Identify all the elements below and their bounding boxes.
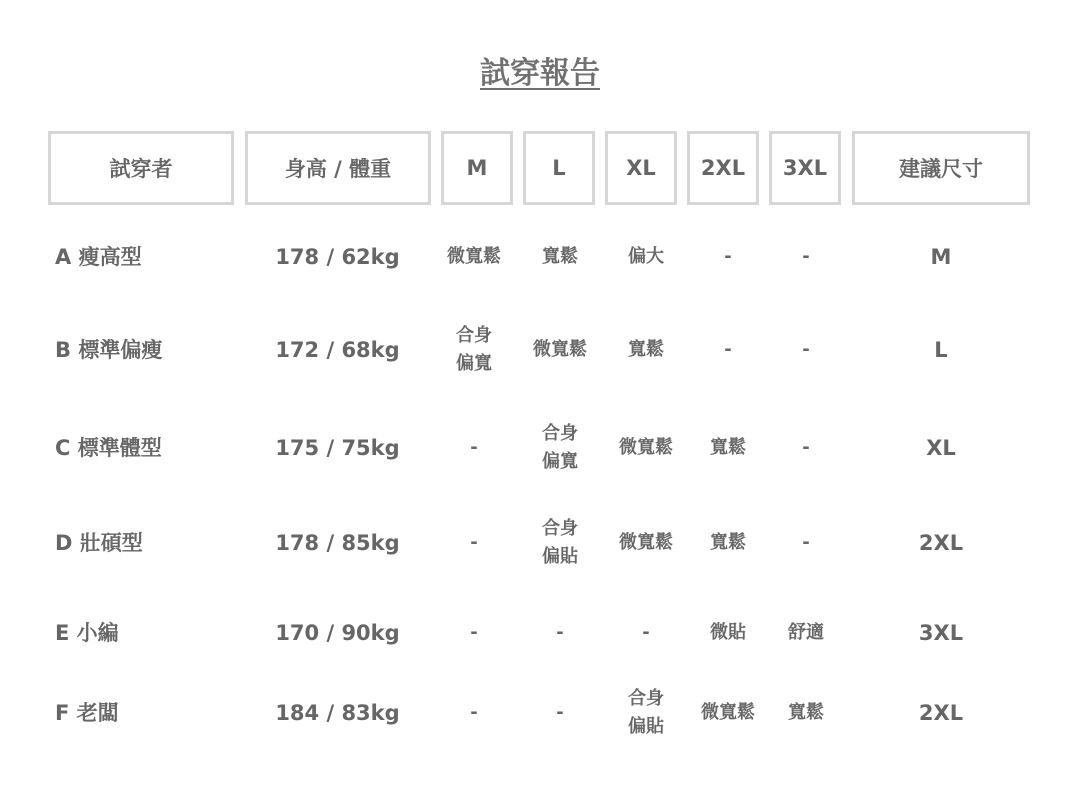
recommended-size: 2XL (918, 531, 964, 555)
fit-note: 合身 (628, 688, 664, 709)
fit-note: 偏貼 (542, 546, 578, 567)
size-2xl-result (688, 336, 768, 364)
size-xl-result (606, 685, 686, 741)
size-3xl-result (770, 529, 842, 557)
size-m-result (434, 529, 514, 557)
size-2xl-result (688, 699, 768, 727)
header-size-m: M (441, 131, 513, 205)
tester-name: F 老闆 (55, 701, 119, 725)
fit-note: 舒適 (788, 622, 824, 643)
height-weight: 178 / 85kg (275, 531, 400, 555)
height-weight: 184 / 83kg (275, 701, 400, 725)
fit-note: 寬鬆 (542, 246, 578, 267)
size-xl-result (606, 434, 686, 462)
fit-note: 寬鬆 (710, 437, 746, 458)
size-l-result (520, 420, 600, 476)
fit-note: 微寬鬆 (533, 339, 587, 360)
page-title (0, 48, 1080, 92)
fit-note: 微寬鬆 (701, 702, 755, 723)
fit-note: - (556, 622, 564, 643)
size-l-result (520, 619, 600, 647)
header-recommended-size: 建議尺寸 (852, 131, 1030, 205)
tester-name: E 小編 (55, 621, 119, 645)
header-height-weight: 身高 / 體重 (245, 131, 431, 205)
fit-note: 微寬鬆 (619, 532, 673, 553)
tester-name: D 壯碩型 (55, 531, 143, 555)
size-xl-result (606, 529, 686, 557)
fit-note: 微貼 (710, 622, 746, 643)
size-xl-result (606, 336, 686, 364)
header-size-xl: XL (605, 131, 677, 205)
size-3xl-result (770, 619, 842, 647)
recommended-size: 3XL (918, 621, 964, 645)
size-m-result (434, 322, 514, 378)
fit-note: 微寬鬆 (619, 437, 673, 458)
recommended-size: L (934, 338, 948, 362)
recommended-size: 2XL (918, 701, 964, 725)
size-2xl-result (688, 529, 768, 557)
header-size-2xl: 2XL (687, 131, 759, 205)
size-3xl-result (770, 699, 842, 727)
fit-note: 合身 (542, 518, 578, 539)
size-l-result (520, 243, 600, 271)
fit-note: - (724, 246, 732, 267)
fit-note: - (470, 532, 478, 553)
recommended-size: M (930, 245, 952, 269)
fit-note: 偏大 (628, 246, 664, 267)
size-2xl-result (688, 619, 768, 647)
fit-note: - (470, 702, 478, 723)
height-weight: 175 / 75kg (275, 436, 400, 460)
fit-note: - (802, 339, 810, 360)
size-m-result (434, 699, 514, 727)
tester-name: B 標準偏瘦 (55, 338, 163, 362)
fit-note: 合身 (456, 325, 492, 346)
fit-note: 合身 (542, 423, 578, 444)
size-3xl-result (770, 434, 842, 462)
fit-note: 寬鬆 (628, 339, 664, 360)
fit-note: - (556, 702, 564, 723)
fit-note: 偏寬 (456, 353, 492, 374)
recommended-size: XL (926, 436, 956, 460)
size-2xl-result (688, 434, 768, 462)
size-3xl-result (770, 336, 842, 364)
size-2xl-result (688, 243, 768, 271)
fit-note: - (642, 622, 650, 643)
size-l-result (520, 336, 600, 364)
fit-note: - (802, 532, 810, 553)
fit-note: 偏貼 (628, 716, 664, 737)
size-l-result (520, 699, 600, 727)
fit-note: - (470, 622, 478, 643)
fit-note: 微寬鬆 (447, 246, 501, 267)
size-m-result (434, 243, 514, 271)
height-weight: 172 / 68kg (275, 338, 400, 362)
header-size-3xl: 3XL (769, 131, 841, 205)
fit-note: 寬鬆 (788, 702, 824, 723)
size-3xl-result (770, 243, 842, 271)
fit-note: - (470, 437, 478, 458)
tester-name: A 瘦高型 (55, 245, 142, 269)
size-m-result (434, 619, 514, 647)
tester-name: C 標準體型 (55, 436, 162, 460)
size-xl-result (606, 619, 686, 647)
height-weight: 178 / 62kg (275, 245, 400, 269)
fit-note: - (802, 437, 810, 458)
fit-note: - (802, 246, 810, 267)
size-m-result (434, 434, 514, 462)
size-xl-result (606, 243, 686, 271)
fit-note: 寬鬆 (710, 532, 746, 553)
fit-note: - (724, 339, 732, 360)
header-tester: 試穿者 (48, 131, 234, 205)
fit-note: 偏寬 (542, 451, 578, 472)
height-weight: 170 / 90kg (275, 621, 400, 645)
size-l-result (520, 515, 600, 571)
page-title-text: 試穿報告 (480, 56, 600, 91)
header-size-l: L (523, 131, 595, 205)
